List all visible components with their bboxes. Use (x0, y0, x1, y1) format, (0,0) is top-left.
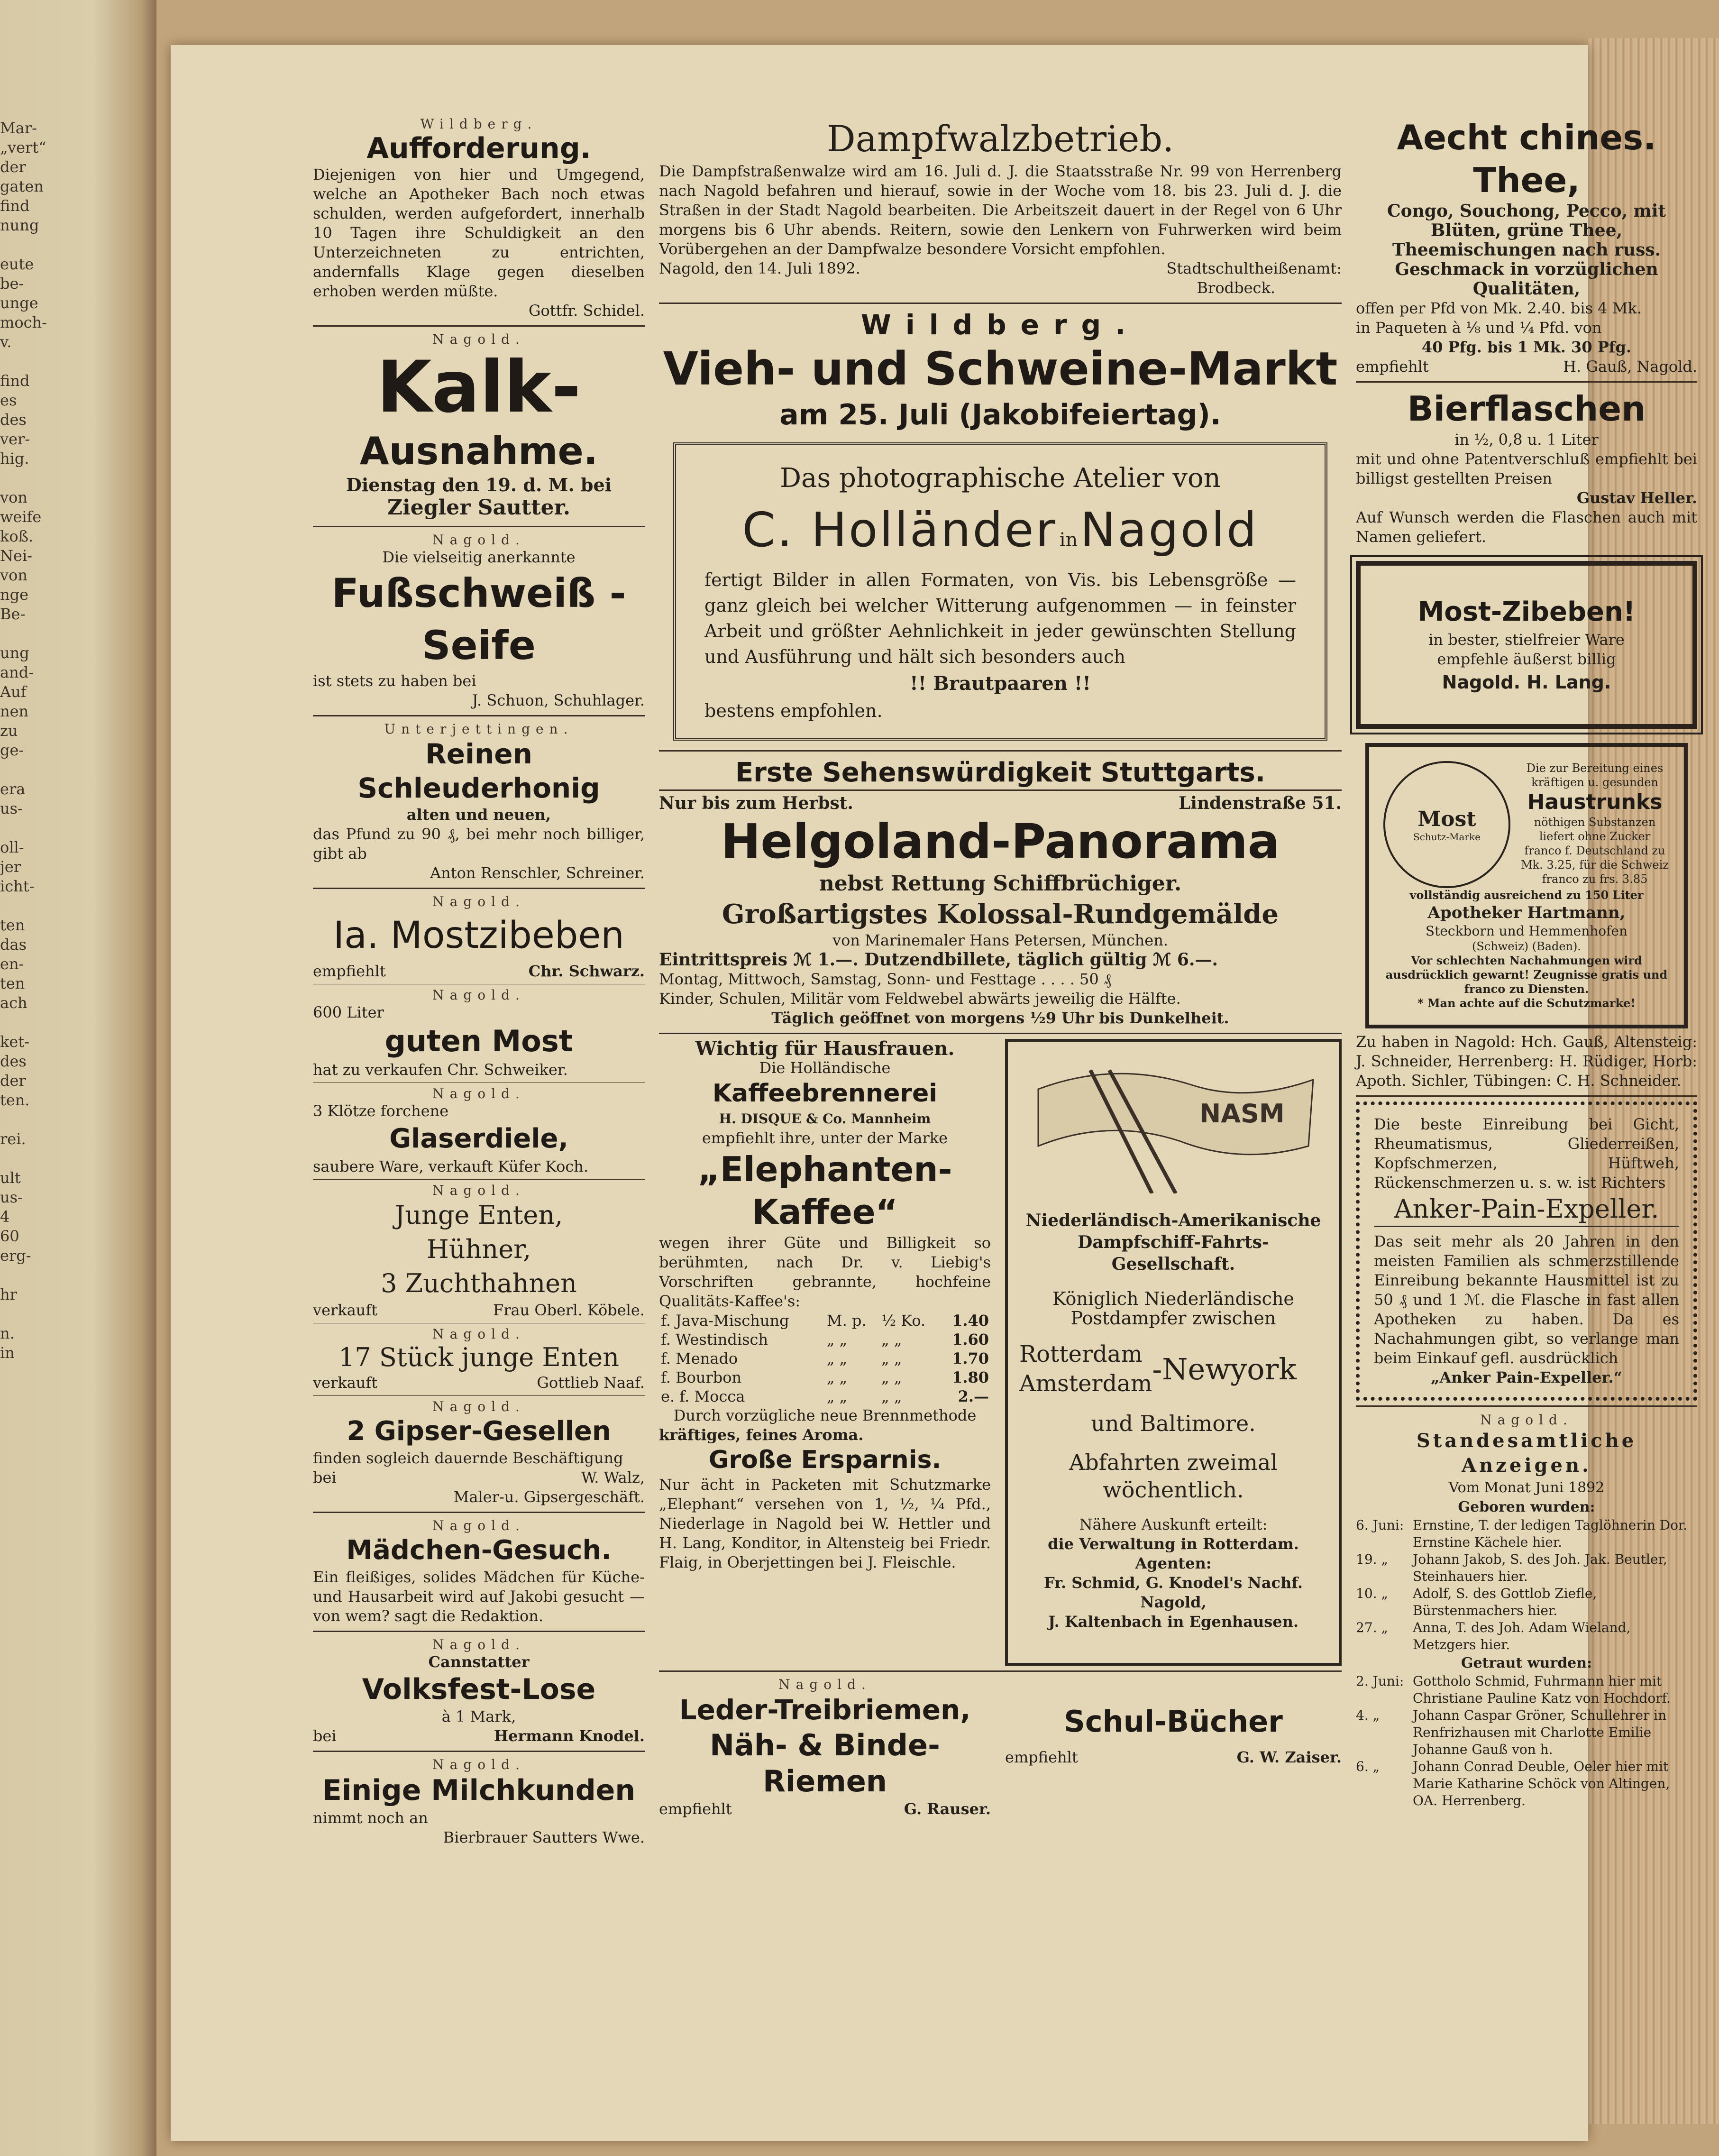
price-qty: „ „ (881, 1349, 902, 1367)
ad-title: guten Most (384, 1024, 573, 1058)
ad-left: bei (313, 1727, 337, 1745)
ad-line: nimmt noch an (313, 1809, 428, 1827)
ad-shipping (1005, 1039, 1342, 1666)
ad-signer: J. Schuon, Schuhlager. (472, 691, 645, 709)
spine-text: Mar- „vert“ der gaten find nung eute be- unge moch- v. find es des ver- hig. von weife koß. Nei- von nge Be- ung and- Auf nen zu ge- era us- oll- jer icht- ten das en- ten ach ket- des der ten. rei. ult us- 4 60 erg- hr n. in (0, 119, 47, 1362)
entry-date: 6. Juni: (1356, 1517, 1404, 1533)
ad-line: 40 Pfg. bis 1 Mk. 30 Pfg. (1421, 338, 1632, 356)
ad-subtitle: am 25. Juli (Jakobifeiertag). (779, 398, 1221, 431)
ad-line: wöchentlich. (1103, 1477, 1244, 1503)
ad-line: à 1 Mark, (441, 1707, 516, 1725)
ad-title: Aufforderung. (366, 132, 591, 165)
ad-line: Täglich geöffnet von morgens ½9 Uhr bis Dunkelheit. (771, 1009, 1229, 1027)
ad-line: empfehle äußerst billig (1437, 650, 1616, 668)
ad-title: Anker-Pain-Expeller. (1374, 1193, 1679, 1227)
entry-text: Johann Jakob, S. des Joh. Jak. Beutler, Steinhauers hier. (1413, 1551, 1667, 1584)
ad-lose (313, 1637, 645, 1746)
price-name: f. Bourbon (661, 1368, 742, 1386)
ad-line: empfiehlt ihre, unter der Marke (702, 1129, 948, 1147)
ad-line: Das photographische Atelier von (780, 463, 1221, 494)
ad-kalk (313, 331, 645, 521)
price-unit: „ „ (826, 1368, 848, 1386)
entry-text: Anna, T. des Joh. Adam Wieland, Metzgers hier. (1413, 1620, 1631, 1652)
ad-headline: Helgoland-Panorama (721, 814, 1280, 869)
ad-signer: Gottfr. Schidel. (528, 302, 645, 320)
list-item (1356, 1758, 1697, 1809)
list-item (1356, 1619, 1697, 1653)
ad-left: empfiehlt (1005, 1748, 1078, 1766)
ad-line: von Marinemaler Hans Petersen, München. (832, 931, 1168, 949)
flag-text: NASM (1199, 1099, 1285, 1128)
ad-line: Wichtig für Hausfrauen. (695, 1037, 955, 1060)
ad-line: Vor schlechten Nachahmungen wird ausdrücklich gewarnt! Zeugnisse gratis und franco zu Diensten. (1385, 954, 1668, 996)
ad-line: Dienstag den 19. d. M. bei (346, 474, 612, 495)
ad-line: in Paqueten à ⅛ und ¼ Pfd. von (1356, 319, 1602, 337)
ad-month: Vom Monat Juni 1892 (1448, 1479, 1605, 1496)
ad-title: Kalk- (376, 346, 581, 429)
entry-date: 2. Juni: (1356, 1673, 1404, 1689)
entry-date: 10. „ (1356, 1586, 1388, 1601)
ad-title: Vieh- und Schweine-Markt (663, 342, 1338, 395)
ad-bierflaschen (1356, 387, 1697, 547)
ad-place: Nagold. (432, 1326, 525, 1342)
previous-page-spine (0, 0, 156, 2156)
ad-title: Schul-Bücher (1064, 1704, 1283, 1739)
price-name: f. Java-Mischung (661, 1312, 789, 1330)
ad-title: Ia. Mostzibeben (333, 914, 624, 957)
ad-honig (313, 721, 645, 883)
ad-left: empfiehlt (313, 962, 386, 980)
list-item (1356, 1673, 1697, 1707)
ad-line: Hühner, (426, 1234, 531, 1264)
price-value: 1.70 (952, 1349, 989, 1367)
ad-line: Agenten: (1135, 1554, 1212, 1572)
ad-line: in bester, stielfreier Ware (1428, 631, 1625, 649)
price-unit: „ „ (826, 1387, 848, 1405)
ad-title: Reinen Schleuderhonig (357, 738, 600, 804)
column-right (1356, 116, 1697, 1809)
ad-place: Nagold. (778, 1677, 871, 1692)
ad-line: H. DISQUE & Co. Mannheim (719, 1111, 931, 1127)
ad-text: saubere Ware, verkauft Küfer Koch. (313, 1157, 589, 1175)
divider (659, 303, 1342, 304)
ad-place: Nagold. (432, 1757, 525, 1772)
ad-title: Volksfest-Lose (362, 1673, 596, 1706)
ad-title: 2 Gipser-Gesellen (347, 1416, 611, 1447)
ad-end: „Anker Pain-Expeller.“ (1430, 1368, 1622, 1386)
table-row (659, 1330, 991, 1349)
list-item (1356, 1551, 1697, 1585)
ad-maedchen (313, 1518, 645, 1626)
ad-title: Erste Sehenswürdigkeit Stuttgarts. (659, 756, 1342, 791)
logo-text: Most (1417, 807, 1476, 831)
ad-title4: Große Ersparnis. (708, 1446, 942, 1474)
ad-line: offen per Pfd von Mk. 2.40. bis 4 Mk. (1356, 299, 1642, 317)
ad-place: Nagold. (432, 1399, 525, 1414)
port-amsterdam: Amsterdam (1019, 1370, 1152, 1397)
divider (313, 1179, 645, 1180)
ad-line: 600 Liter (313, 1003, 384, 1021)
ad-line: Königlich Niederländische (1052, 1288, 1294, 1309)
ad-place: Nagold. (432, 894, 525, 909)
ad-pain-expeller (1356, 1101, 1697, 1401)
ad-text: Diejenigen von hier und Umgegend, welche an Apotheker Bach noch etwas schulden, werden aufgefordert, innerhalb 10 Tagen ihre Schuldigkeit an den Unterzeichneten zu entrichten, andernfalls Klage gegen dieselben erhoben werden müßte. (313, 165, 645, 300)
ad-left: empfiehlt (1356, 358, 1429, 376)
ad-title: Niederländisch-Amerikanische Dampfschiff-Fahrts-Gesellschaft. (1025, 1211, 1321, 1274)
ad-title: Einige Milchkunden (322, 1774, 636, 1807)
price-value: 2.— (958, 1387, 989, 1405)
ad-text: Die Dampfstraßenwalze wird am 16. Juli d. J. die Staatsstraße Nr. 99 von Herrenberg nach Nagold befahren und hierauf, sowie in der Woche vom 18. bis 23. Juli d. J. die Straßen in der Stadt Nagold bearbeiten. Die Arbeitszeit dauert in der Regel von 6 Uhr morgens bis 6 Uhr abends. Reitern, sowie den Lenkern von Fuhrwerken wird beim Vorübergehen an der Dampfwalze besondere Vorsicht empfohlen. (659, 162, 1342, 258)
price-unit: M. p. (826, 1312, 867, 1330)
ad-viehmarkt (659, 309, 1342, 433)
column-left (313, 116, 645, 1847)
ad-in: in (1059, 529, 1078, 551)
ad-line: nebst Rettung Schiffbrüchiger. (819, 872, 1182, 896)
ad-title3: Kaffee“ (752, 1192, 898, 1232)
divider (659, 750, 1342, 752)
divider (313, 1512, 645, 1513)
ad-subtitle: Ausnahme. (359, 429, 598, 473)
ad-left: verkauft (313, 1374, 378, 1392)
ad-left: verkauft (313, 1301, 378, 1319)
ad-text: hat zu verkaufen Chr. Schweiker. (313, 1061, 568, 1079)
ad-title: Haustrunks (1527, 790, 1663, 814)
entry-date: 19. „ (1356, 1551, 1388, 1567)
divider (1356, 381, 1697, 383)
ad-und: und (1091, 1411, 1133, 1436)
ad-text: wegen ihrer Güte und Billigkeit so berühmten, nach Dr. v. Liebig's Vorschriften gebrannte, hochfeine Qualitäts-Kaffee's: (659, 1234, 991, 1310)
ad-dampfwalze (659, 116, 1342, 298)
ad-line: Steckborn und Hemmenhofen (1425, 923, 1628, 939)
ad-junge-enten (313, 1326, 645, 1393)
ad-aufforderung (313, 116, 645, 321)
ad-title: 17 Stück junge Enten (338, 1342, 620, 1372)
divider (313, 1751, 645, 1752)
ad-line: Abfahrten zweimal (1069, 1450, 1278, 1475)
ad-most (313, 987, 645, 1080)
ad-place: Nagold. (1480, 1412, 1573, 1428)
ad-right: G. W. Zaiser. (1236, 1748, 1342, 1766)
ad-glaserdiele (313, 1086, 645, 1176)
ad-left: bei (313, 1468, 337, 1486)
ad-signer: Anton Renschler, Schreiner. (430, 864, 645, 882)
ad-mostzibeben (313, 894, 645, 981)
ad-line: 3 Zuchthahnen (381, 1268, 577, 1298)
ad-line: (Schweiz) (Baden). (1472, 940, 1582, 953)
ad-title: Kaffeebrennerei (712, 1079, 938, 1108)
ad-date: Nagold, den 14. Juli 1892. (659, 259, 860, 277)
ad-line: Bierbrauer Sautters Wwe. (443, 1828, 645, 1846)
ad-text2: Das seit mehr als 20 Jahren in den meisten Familien als schmerzstillende Einreibung bekannte Hausmittel ist zu 50 ₰ und 1 ℳ. die Flasche in fast allen Apotheken zu haben. Da es Nachahmungen gibt, so verlange man beim Einkauf gefl. ausdrücklich (1374, 1232, 1679, 1367)
ad-line: Nagold. H. Lang. (1442, 672, 1611, 693)
ad-line: finden sogleich dauernde Beschäftigung (313, 1449, 623, 1467)
divider (313, 526, 645, 527)
entry-date: 4. „ (1356, 1707, 1380, 1723)
ad-text: mit und ohne Patentverschluß empfiehlt bei billigst gestellten Preisen (1356, 450, 1697, 487)
ad-text: Die zur Bereitung eines kräftigen u. gesunden (1526, 761, 1664, 789)
ad-title: Mädchen-Gesuch. (346, 1535, 612, 1566)
column-middle (659, 116, 1342, 1819)
ad-sub: alten und neuen, (406, 806, 551, 824)
ad-line: Apotheker Hartmann, (1427, 903, 1626, 922)
divider (659, 1670, 1342, 1672)
ad-right: Chr. Schwarz. (528, 962, 645, 980)
entry-text: Gottholo Schmid, Fuhrmann hier mit Christiane Pauline Katz von Hochdorf. (1413, 1673, 1671, 1706)
ad-town: Nagold (1080, 502, 1259, 558)
ad-right: Frau Oberl. Köbele. (493, 1301, 645, 1319)
list-item (1356, 1707, 1697, 1758)
ad-text: nöthigen Substanzen liefert ohne Zucker franco f. Deutschland zu Mk. 3.25, für die Schweiz franco zu frs. 3.85 (1521, 816, 1669, 886)
ad-panorama (659, 756, 1342, 1028)
divider (1356, 1095, 1697, 1097)
price-table (659, 1311, 991, 1406)
ad-enten (313, 1183, 645, 1320)
price-qty: „ „ (881, 1330, 902, 1349)
ad-milchkunden (313, 1757, 645, 1847)
ad-title: Fußschweiß - Seife (331, 570, 626, 669)
newspaper-page (171, 45, 1697, 2141)
entry-text: Johann Conrad Deuble, Oeler hier mit Marie Katharine Schöck von Altingen, OA. Herrenberg. (1413, 1759, 1670, 1808)
ad-line: Ziegler Sautter. (387, 495, 571, 520)
section-births: Geboren wurden: (1458, 1499, 1595, 1515)
ad-seife (313, 532, 645, 710)
entry-date: 6. „ (1356, 1759, 1380, 1774)
schutzmarke-logo-icon (1383, 761, 1510, 888)
ad-text: Ein fleißiges, solides Mädchen für Küche- und Hausarbeit wird auf Jakobi gesucht — von wem? sagt die Redaktion. (313, 1568, 645, 1625)
ad-left: Nur bis zum Herbst. (659, 793, 853, 813)
ad-text2: Auf Wunsch werden die Flaschen auch mit Namen geliefert. (1356, 508, 1697, 546)
ad-line: Cannstatter (428, 1653, 530, 1671)
ad-end: bestens empfohlen. (704, 700, 883, 721)
ad-place: Nagold. (432, 1086, 525, 1101)
table-row (659, 1368, 991, 1387)
section-marriages: Getraut wurden: (1461, 1655, 1592, 1671)
ad-right: H. Gauß, Nagold. (1563, 358, 1697, 376)
ad-place: Nagold. (432, 1518, 525, 1533)
ad-text: Congo, Souchong, Pecco, mit Blüten, grüne Thee, Theemischungen nach russ. Geschmack in vorzüglichen Qualitäten, (1387, 201, 1666, 299)
list-item (1356, 1585, 1697, 1619)
ship-flag-illustration (1019, 1051, 1323, 1193)
ad-line: Großartigstes Kolossal-Rundgemälde (722, 899, 1279, 930)
ad-place: Unterjettingen. (384, 721, 574, 737)
price-name: e. f. Mocca (661, 1387, 745, 1405)
ad-office: Stadtschultheißenamt: (1166, 259, 1342, 277)
price-name: f. Menado (661, 1349, 738, 1367)
ad-title: Most-Zibeben! (1417, 596, 1636, 627)
port-newyork: -Newyork (1152, 1351, 1297, 1386)
ad-line: * Man achte auf die Schutzmarke! (1417, 996, 1636, 1010)
ad-line: Kinder, Schulen, Militär vom Feldwebel abwärts jeweilig die Hälfte. (659, 990, 1181, 1008)
ad-line: Postdampfer zwischen (1070, 1308, 1276, 1329)
ad-right: W. Walz, (581, 1468, 645, 1486)
ad-title2: „Elephanten- (697, 1149, 952, 1189)
ad-most-zibeben (1356, 561, 1697, 729)
divider (313, 1395, 645, 1396)
ad-signer: Gustav Heller. (1576, 489, 1697, 507)
ad-line: Durch vorzügliche neue Brennmethode (673, 1406, 977, 1424)
ad-line: ist stets zu haben bei (313, 672, 476, 690)
ad-title: Bierflaschen (1407, 389, 1646, 429)
table-row (659, 1311, 991, 1330)
ad-line: vollständig ausreichend zu 150 Liter (1409, 888, 1644, 902)
ad-place: Nagold. (432, 1183, 525, 1198)
ad-line: 3 Klötze forchene (313, 1102, 449, 1120)
divider (313, 888, 645, 889)
ad-schulbuecher (1005, 1677, 1342, 1819)
ad-kaffee (659, 1039, 991, 1666)
port-baltimore: Baltimore. (1140, 1411, 1256, 1436)
ad-right: Lindenstraße 51. (1178, 793, 1342, 813)
price-qty: „ „ (881, 1368, 902, 1386)
price-unit: „ „ (826, 1349, 848, 1367)
ad-name: C. Holländer (742, 502, 1057, 558)
ad-place: Wildberg. (420, 116, 538, 132)
entry-text: Johann Caspar Gröner, Schullehrer in Renfrizhausen mit Charlotte Emilie Johanne Gauß von h. (1413, 1707, 1667, 1757)
ad-place: Wildberg. (860, 309, 1140, 341)
ad-right: Gottlieb Naaf. (537, 1374, 645, 1392)
ad-line: Die Holländische (759, 1059, 891, 1077)
ad-right: G. Rauser. (904, 1800, 991, 1818)
entry-text: Ernstine, T. der ledigen Taglöhnerin Dor. Ernstine Kächele hier. (1413, 1517, 1688, 1550)
entry-date: 27. „ (1356, 1620, 1388, 1635)
ad-gipser (313, 1399, 645, 1507)
ad-text: fertigt Bilder in allen Formaten, von Vis. bis Lebensgröße — ganz gleich bei welcher Witterung aufgenommen — in feinster Arbeit und größter Aehnlichkeit in jeder gewünschten Stellung und Ausführung und hält sich besonders auch (704, 569, 1296, 667)
ad-line: Fr. Schmid, G. Knodel's Nachf. Nagold, (1043, 1574, 1303, 1611)
ad-place: Nagold. (432, 532, 525, 548)
price-qty: „ „ (881, 1387, 902, 1405)
divider (1356, 1405, 1697, 1407)
entry-text: Adolf, S. des Gottlob Ziefle, Bürstenmachers hier. (1413, 1586, 1597, 1618)
price-value: 1.80 (952, 1368, 989, 1386)
ad-signer: Brodbeck. (1197, 279, 1275, 297)
ad-line: J. Kaltenbach in Egenhausen. (1048, 1613, 1299, 1631)
ad-line: Eintrittspreis ℳ 1.—. Dutzendbillete, täglich gültig ℳ 6.—. (659, 950, 1218, 970)
divider (313, 1631, 645, 1632)
ad-title: Dampfwalzbetrieb. (826, 118, 1174, 160)
ad-line: in ½, 0,8 u. 1 Liter (1454, 431, 1599, 449)
table-row (659, 1387, 991, 1406)
ad-line: kräftiges, feines Aroma. (659, 1426, 864, 1444)
ad-text: Nur ächt in Packeten mit Schutzmarke „Elephant“ versehen von 1, ½, ¼ Pfd., Niederlage in Nagold bei W. Hettler und H. Lang, Konditor, in Altensteig bei Friedr. Flaig, in Oberjettingen bei J. Fleischle. (659, 1476, 991, 1571)
ad-title: Glaserdiele, (389, 1123, 568, 1154)
ad-title2: Näh- & Binde-Riemen (710, 1728, 940, 1798)
ad-title: Standesamtliche Anzeigen. (1416, 1430, 1637, 1477)
ad-text: Zu haben in Nagold: Hch. Gauß, Altensteig: J. Schneider, Herrenberg: H. Rüdiger, Horb: Apoth. Sichler, Tübingen: C. H. Schneider. (1356, 1033, 1697, 1090)
ad-title: Aecht chines. Thee, (1397, 118, 1656, 200)
divider (313, 325, 645, 327)
ad-thee (1356, 116, 1697, 376)
ad-title: Leder-Treibriemen, (679, 1694, 971, 1726)
ad-place: Nagold. (432, 1637, 525, 1652)
ad-text: das Pfund zu 90 ₰, bei mehr noch billiger, gibt ab (313, 825, 645, 862)
port-rotterdam: Rotterdam (1019, 1341, 1143, 1367)
ad-line: Junge Enten, (394, 1200, 563, 1230)
ad-bold: !! Brautpaaren !! (910, 672, 1091, 695)
logo-subtext: Schutz-Marke (1413, 831, 1481, 843)
divider (313, 715, 645, 716)
ad-line: die Verwaltung in Rotterdam. (1048, 1535, 1299, 1553)
ad-text: Die beste Einreibung bei Gicht, Rheumatismus, Gliederreißen, Kopfschmerzen, Hüftweh, Rückenschmerzen u. s. w. ist Richters (1374, 1115, 1679, 1192)
price-unit: „ „ (826, 1330, 848, 1349)
ad-line: Die vielseitig anerkannte (382, 548, 576, 566)
price-name: f. Westindisch (661, 1330, 768, 1349)
ad-riemen (659, 1677, 991, 1819)
ad-place: Nagold. (432, 987, 525, 1003)
ad-line: Nähere Auskunft erteilt: (1079, 1515, 1268, 1533)
ad-line: Maler-u. Gipsergeschäft. (453, 1488, 645, 1506)
ad-line: Montag, Mittwoch, Samstag, Sonn- und Festtage . . . . 50 ₰ (659, 970, 1111, 988)
price-value: 1.40 (952, 1312, 989, 1330)
ad-haustrunk (1365, 743, 1688, 1028)
ad-left: empfiehlt (659, 1800, 732, 1818)
list-item (1356, 1517, 1697, 1551)
ad-place: Nagold. (432, 331, 525, 347)
ad-right: Hermann Knodel. (494, 1727, 645, 1745)
ad-photo-atelier (673, 442, 1327, 741)
price-qty: ½ Ko. (881, 1312, 926, 1330)
standesamt (1356, 1412, 1697, 1809)
divider (659, 1033, 1342, 1034)
table-row (659, 1349, 991, 1368)
price-value: 1.60 (952, 1330, 989, 1349)
